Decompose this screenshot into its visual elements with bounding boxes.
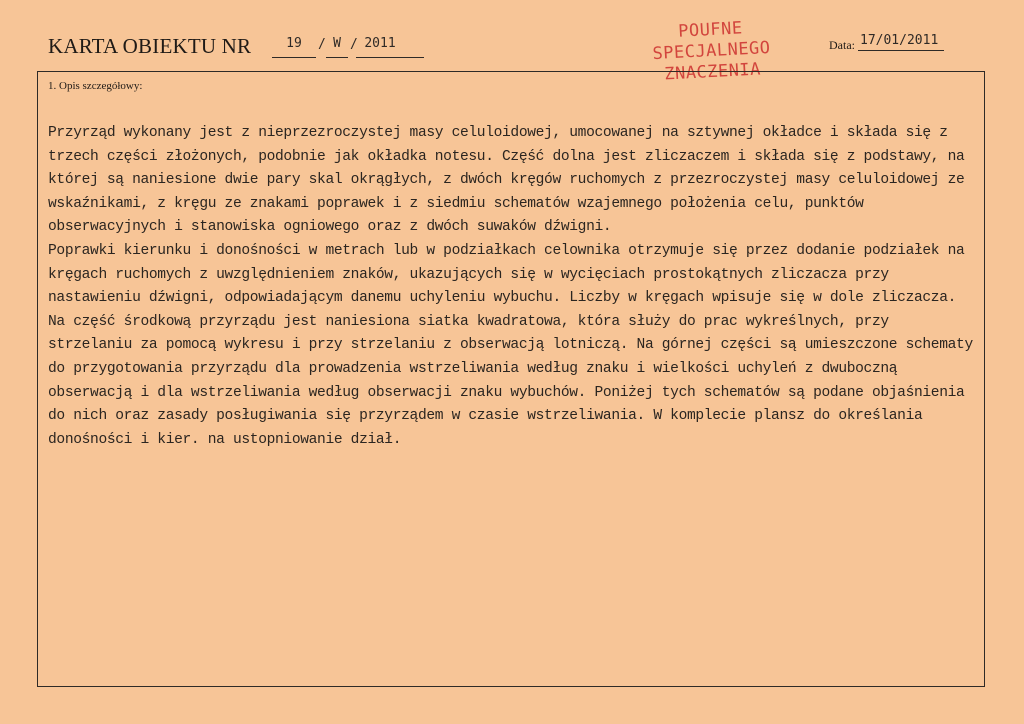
object-number-underline-3 (356, 57, 424, 58)
description-paragraph-1: Przyrząd wykonany jest z nieprzezroczystej masy celuloidowej, umocowanej na sztywnej okładce i składa się z trzech części złożonych, podobnie jak okładka notesu. Część dolna jest zliczaczem i składa się z podstawy, na której są naniesione dwie pary skal okrągłych, z dwóch kręgów ruchomych z przezroczystej masy celuloidowej ze wskaźnikami, z kręgu ze znakami poprawek i z siedmiu schematów wzajemnego położenia celu, punktów obserwacyjnych i stanowiska ogniowego oraz z dwóch suwaków dźwigni. (48, 125, 965, 236)
object-number-part-1: 19 (286, 36, 302, 51)
stamp-line-2: SPECJALNEGO (652, 37, 772, 65)
stamp-line-1: POUFNE (677, 18, 744, 42)
date-label: Data: (829, 38, 855, 52)
description-paragraph-2: Poprawki kierunku i donośności w metrach lub w podziałkach celownika otrzymuje się przez dodanie podziałek na kręgach ruchomych z uwzględnieniem znaków, ukazujących się w wycięciach prostokątnych zliczacza przy nastawieniu dźwigni, odpowiadającym danemu uchyleniu wybuchu. Liczby w kręgach wpisuje się w dole zliczacza. Na część środkową przyrządu jest naniesiona siatka kwadratowa, która służy do prac wykreślnych, przy strzelaniu za pomocą wykresu i przy strzelaniu z obserwacją lotniczą. Na górnej części są umieszczone schematy do przygotowania przyrządu dla prowadzenia wstrzeliwania według znaku i wielkości uchyleń z dwuboczną obserwacją i dla wstrzeliwania według obserwacji znaku wybuchów. Poniżej tych schematów są podane objaśnienia do nich oraz zasady posługiwania się przyrządem w czasie wstrzeliwania. W komplecie plansz do określania donośności i kier. na ustopniowanie dział. (48, 242, 973, 448)
object-number-part-2: W (333, 36, 341, 51)
date-underline (858, 50, 944, 51)
object-number-separator-2: / (350, 37, 358, 52)
date-value: 17/01/2011 (860, 33, 939, 48)
object-number-separator-1: / (318, 37, 326, 52)
card-title: KARTA OBIEKTU NR (48, 34, 252, 58)
object-number-part-3: 2011 (364, 36, 396, 51)
detailed-description (48, 122, 976, 452)
object-number-underline-2 (326, 57, 348, 58)
object-number-underline-1 (272, 57, 316, 58)
section-label: 1. Opis szczegółowy: (48, 80, 143, 92)
stamp-line-3: ZNACZENIA (663, 59, 762, 85)
